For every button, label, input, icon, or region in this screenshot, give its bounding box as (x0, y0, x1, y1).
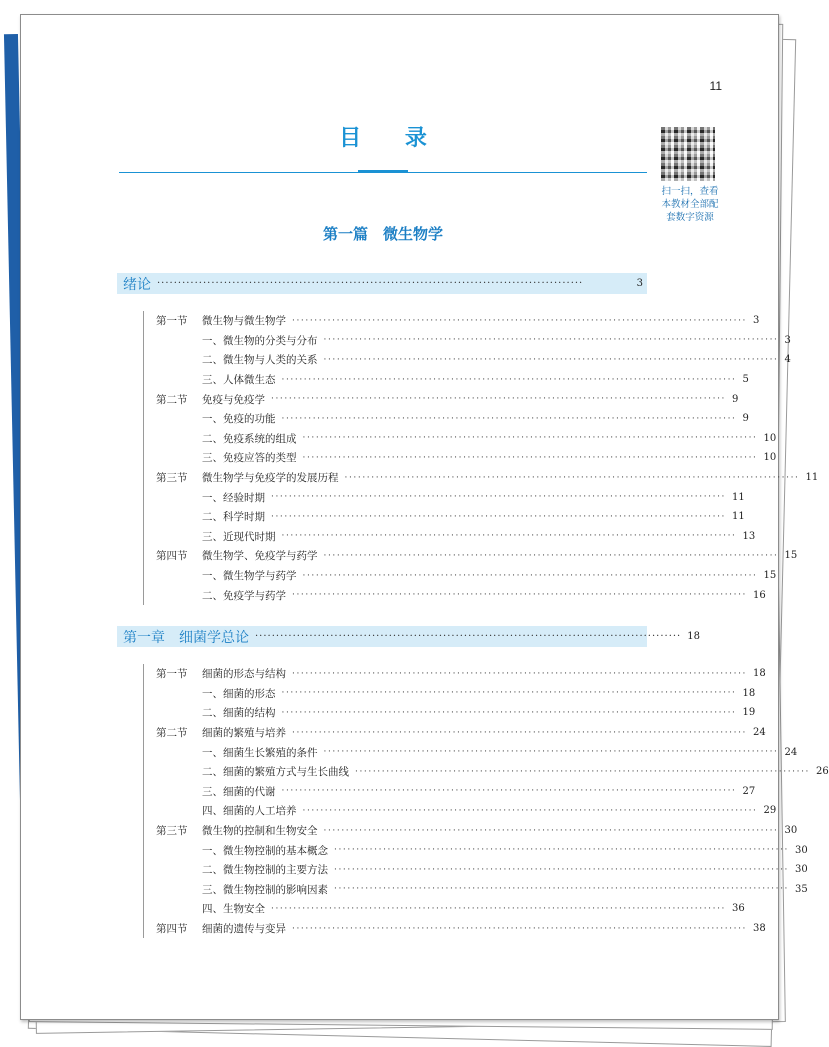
entry-title: 一、微生物控制的基本概念 (202, 844, 328, 857)
qr-caption: 扫一扫，查看本教材全部配套数字资源 (661, 186, 719, 223)
toc-item-row[interactable] (144, 801, 777, 821)
toc-entry (202, 901, 745, 916)
toc-item-row[interactable] (144, 448, 777, 468)
entry-page-number: 4 (784, 354, 791, 366)
toc-item-row[interactable] (144, 487, 745, 507)
toc-item-row[interactable] (144, 370, 749, 390)
dot-leader: ······································································································ (281, 707, 737, 718)
toc-item-row[interactable] (144, 880, 808, 900)
section-number: 第二节 (156, 727, 188, 740)
toc-entry (202, 843, 808, 858)
toc-entry (202, 686, 756, 701)
entry-page-number: 11 (732, 511, 745, 523)
entry-page-number: 38 (753, 923, 766, 935)
dot-leader: ······································································································ (271, 511, 727, 522)
entry-title: 一、微生物学与药学 (202, 570, 297, 583)
entry-title: 三、微生物控制的影响因素 (202, 883, 328, 896)
dot-leader: ······································································································ (344, 472, 800, 483)
chapter-page-number: 18 (687, 631, 700, 642)
entry-page-number: 3 (753, 315, 760, 327)
toc-entry (202, 725, 766, 740)
dot-leader: ······································································································ (292, 727, 748, 738)
dot-leader: ······································································································ (281, 688, 737, 699)
toc-entry (202, 705, 756, 720)
entry-title: 三、近现代时期 (202, 530, 276, 543)
dot-leader: ······································································································ (323, 550, 779, 561)
toc-section-row[interactable] (144, 723, 766, 743)
entry-title: 一、免疫的功能 (202, 413, 276, 426)
chapter-page-number: 3 (636, 278, 643, 289)
section-number: 第四节 (156, 550, 188, 563)
chapter-label: 绪论 (123, 276, 151, 293)
dot-leader: ······································································································ (323, 335, 779, 346)
dot-leader: ······································································································ (292, 668, 748, 679)
entry-page-number: 9 (742, 413, 749, 425)
toc-section-row[interactable] (144, 468, 819, 488)
entry-page-number: 18 (753, 668, 766, 680)
entry-page-number: 18 (742, 687, 756, 699)
toc-item-row[interactable] (144, 409, 749, 429)
section-number: 第一节 (156, 668, 188, 681)
entry-page-number: 19 (742, 707, 756, 719)
toc-entry (202, 352, 791, 367)
entry-page-number: 5 (742, 374, 749, 386)
entry-page-number: 35 (795, 883, 808, 895)
dot-leader: ······································································································ (302, 570, 758, 581)
toc-entry (202, 764, 829, 779)
dot-leader: ······································································································ (255, 631, 682, 642)
toc-entry (202, 392, 739, 407)
entry-title: 三、人体微生态 (202, 374, 276, 387)
entry-page-number: 11 (805, 472, 819, 484)
entry-page-number: 30 (795, 864, 808, 876)
toc-entry (202, 333, 791, 348)
section-number: 第一节 (156, 315, 188, 328)
toc-section-row[interactable] (144, 919, 766, 939)
dot-leader: ······································································································ (334, 845, 790, 856)
dot-leader: ······································································································ (281, 531, 737, 542)
toc-page (20, 14, 829, 1020)
entry-page-number: 3 (784, 334, 791, 346)
toc-entry (202, 372, 749, 387)
toc-entry (202, 745, 798, 760)
entry-title: 微生物的控制和生物安全 (202, 825, 318, 838)
toc-item-row[interactable] (144, 350, 791, 370)
toc-entry (202, 450, 777, 465)
toc-item-row[interactable] (144, 703, 756, 723)
section-number: 第二节 (156, 393, 188, 406)
entry-title: 细菌的形态与结构 (202, 668, 286, 681)
toc-item-row[interactable] (144, 527, 756, 547)
entry-title: 一、细菌生长繁殖的条件 (202, 746, 318, 759)
toc-entry (202, 588, 766, 603)
page-title: 目 录 (339, 126, 445, 151)
title-divider-accent (358, 170, 408, 173)
entry-page-number: 10 (763, 432, 777, 444)
part-title: 第一篇 微生物学 (322, 225, 443, 243)
dot-leader: ······································································································ (281, 374, 737, 385)
dot-leader: ······································································································ (334, 884, 790, 895)
toc-item-row[interactable] (144, 566, 777, 586)
entry-page-number: 30 (784, 825, 798, 837)
dot-leader: ······································································································ (334, 864, 790, 875)
toc-item-row[interactable] (144, 429, 777, 449)
dot-leader: ······································································································ (281, 786, 737, 797)
dot-leader: ······································································································ (302, 452, 758, 463)
entry-title: 四、生物安全 (202, 903, 265, 916)
toc-item-row[interactable] (144, 684, 756, 704)
dot-leader: ······································································································ (302, 433, 758, 444)
dot-leader: ······································································································ (271, 903, 727, 914)
toc-entry (202, 568, 777, 583)
chapter-heading-intro[interactable] (117, 273, 647, 294)
page-number: 11 (709, 79, 722, 93)
entry-page-number: 15 (784, 550, 798, 562)
dot-leader: ······································································································ (323, 825, 779, 836)
toc-item-row[interactable] (144, 782, 756, 802)
entry-title: 二、科学时期 (202, 511, 265, 524)
entry-title: 四、细菌的人工培养 (202, 805, 297, 818)
toc-item-row[interactable] (144, 840, 808, 860)
toc-section-row[interactable] (144, 546, 798, 566)
section-number: 第三节 (156, 825, 188, 838)
entry-title: 微生物学与免疫学的发展历程 (202, 472, 339, 485)
entry-title: 二、细菌的繁殖方式与生长曲线 (202, 766, 349, 779)
entry-title: 三、免疫应答的类型 (202, 452, 297, 465)
toc-section-row[interactable] (144, 821, 798, 841)
toc-entry (202, 509, 745, 524)
toc-entry (202, 411, 749, 426)
entry-title: 二、细菌的结构 (202, 707, 276, 720)
toc-entry (202, 862, 808, 877)
entry-title: 二、微生物控制的主要方法 (202, 864, 328, 877)
toc-entry (202, 470, 819, 485)
dot-leader: ······································································································ (302, 805, 758, 816)
entry-page-number: 26 (816, 766, 829, 778)
entry-title: 微生物与微生物学 (202, 315, 286, 328)
dot-leader: ······································································································ (271, 492, 727, 503)
toc-entry (202, 490, 745, 505)
entry-page-number: 11 (732, 491, 745, 503)
entry-title: 一、细菌的形态 (202, 687, 276, 700)
toc-entry (202, 803, 777, 818)
entry-title: 二、微生物与人类的关系 (202, 354, 318, 367)
toc-item-row[interactable] (144, 507, 745, 527)
toc-item-row[interactable] (144, 585, 766, 605)
dot-leader: ······································································································ (323, 354, 779, 365)
entry-page-number: 16 (753, 589, 766, 601)
toc-entry (202, 313, 760, 328)
dot-leader: ······································································································ (281, 413, 737, 424)
dot-leader: ······································································································ (157, 278, 584, 289)
entry-page-number: 13 (742, 530, 756, 542)
chapter-heading-bacteriology[interactable] (117, 626, 700, 647)
toc-entry (202, 921, 766, 936)
entry-page-number: 36 (732, 903, 745, 915)
toc-item-row[interactable] (144, 742, 798, 762)
dot-leader: ······································································································ (292, 590, 748, 601)
toc-entry (202, 529, 756, 544)
entry-page-number: 24 (753, 727, 766, 739)
toc-entry (202, 666, 766, 681)
chapter-label: 第一章 细菌学总论 (123, 629, 249, 646)
entry-title: 二、免疫系统的组成 (202, 432, 297, 445)
toc-item-row[interactable] (144, 899, 745, 919)
entry-page-number: 27 (742, 785, 756, 797)
qr-code-image[interactable] (661, 127, 715, 181)
section-number: 第四节 (156, 923, 188, 936)
dot-leader: ······································································································ (355, 766, 811, 777)
toc-entry (202, 882, 808, 897)
toc-entry (202, 823, 798, 838)
entry-page-number: 9 (732, 393, 739, 405)
entry-title: 三、细菌的代谢 (202, 785, 276, 798)
entry-title: 免疫与免疫学 (202, 393, 265, 406)
entry-page-number: 10 (763, 452, 777, 464)
toc-section-list (143, 664, 829, 938)
toc-section-row[interactable] (144, 389, 739, 409)
dot-leader: ······································································································ (292, 923, 748, 934)
toc-entry (202, 548, 798, 563)
toc-entry (202, 431, 777, 446)
dot-leader: ······································································································ (292, 315, 748, 326)
entry-title: 微生物学、免疫学与药学 (202, 550, 318, 563)
entry-page-number: 24 (784, 746, 798, 758)
entry-title: 一、微生物的分类与分布 (202, 334, 318, 347)
entry-page-number: 29 (763, 805, 777, 817)
toc-section-row[interactable] (144, 311, 760, 331)
toc-item-row[interactable] (144, 331, 791, 351)
toc-section-list (143, 311, 819, 605)
entry-title: 细菌的繁殖与培养 (202, 727, 286, 740)
toc-section-row[interactable] (144, 664, 766, 684)
toc-item-row[interactable] (144, 860, 808, 880)
entry-title: 二、免疫学与药学 (202, 589, 286, 602)
section-number: 第三节 (156, 472, 188, 485)
dot-leader: ······································································································ (271, 394, 727, 405)
entry-title: 一、经验时期 (202, 491, 265, 504)
entry-page-number: 30 (795, 844, 808, 856)
entry-title: 细菌的遗传与变异 (202, 923, 286, 936)
entry-page-number: 15 (763, 570, 777, 582)
toc-item-row[interactable] (144, 762, 829, 782)
dot-leader: ······································································································ (323, 747, 779, 758)
toc-entry (202, 784, 756, 799)
